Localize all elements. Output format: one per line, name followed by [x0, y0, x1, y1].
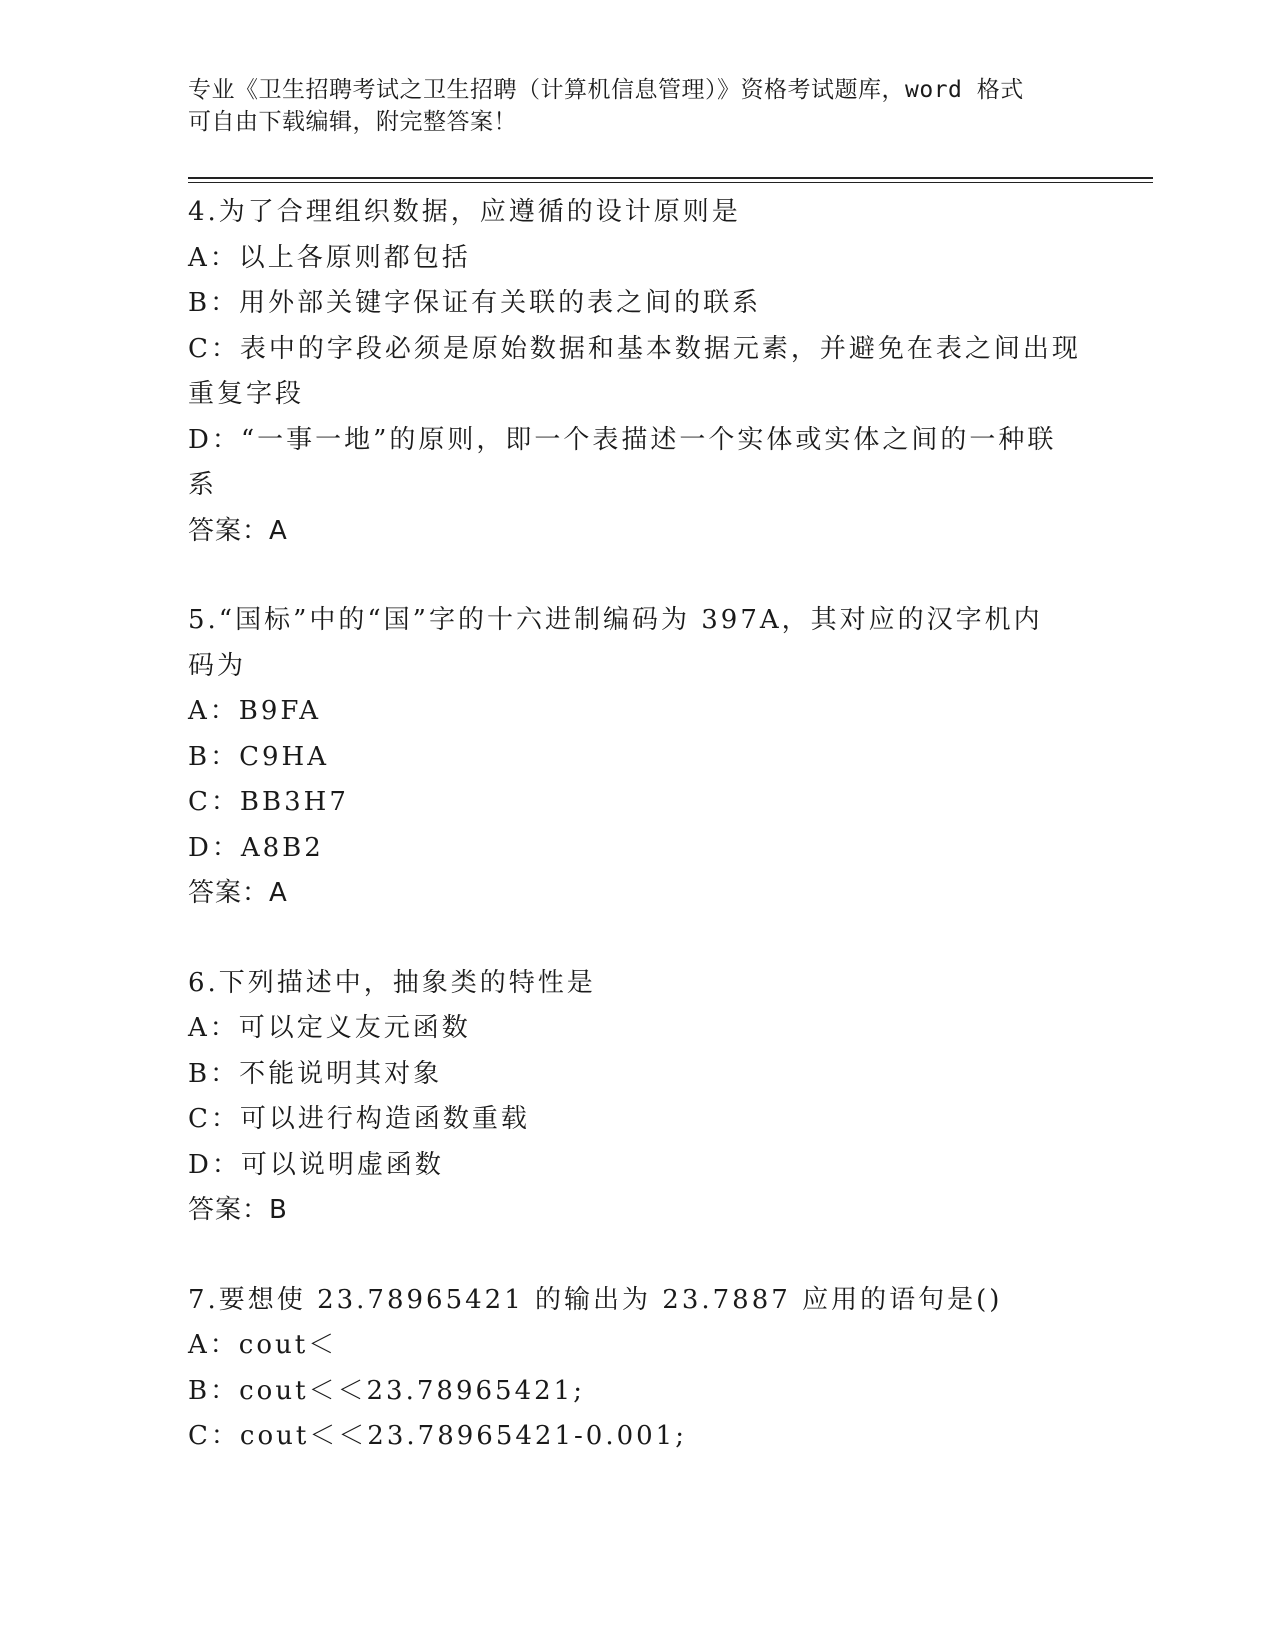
- question-block: [188, 961, 1088, 1278]
- document-header: [188, 74, 1068, 138]
- question-spacer: [188, 554, 1088, 598]
- option-line: B：不能说明其对象: [188, 1058, 443, 1089]
- answer-line: 答案：A: [188, 878, 288, 908]
- question-stem: 码为: [188, 650, 247, 681]
- question-spacer: [188, 1234, 1088, 1278]
- header-line-1: 专业《卫生招聘考试之卫生招聘（计算机信息管理）》资格考试题库，word 格式: [188, 77, 1024, 103]
- option-line: 系: [188, 470, 218, 500]
- header-divider-thick: [188, 177, 1153, 179]
- option-line: B：cout＜＜23.78965421;: [188, 1375, 585, 1406]
- option-line: D：A8B2: [188, 832, 324, 863]
- answer-line: 答案：A: [188, 515, 288, 546]
- option-line: A：B9FA: [188, 696, 321, 726]
- header-line-2: 可自由下载编辑，附完整答案！: [188, 109, 517, 135]
- option-line: C：可以进行构造函数重载: [188, 1104, 530, 1134]
- option-line: C：BB3H7: [188, 787, 349, 817]
- question-stem: 6.下列描述中，抽象类的特性是: [188, 967, 596, 998]
- question-list: [188, 190, 1088, 1460]
- option-line: D：“一事一地”的原则，即一个表描述一个实体或实体之间的一种联: [188, 424, 1057, 455]
- question-block: [188, 598, 1088, 961]
- option-line: B：C9HA: [188, 741, 329, 772]
- option-line: A：以上各原则都包括: [188, 242, 471, 273]
- question-spacer: [188, 917, 1088, 961]
- header-divider-thin: [188, 182, 1153, 183]
- option-line: B：用外部关键字保证有关联的表之间的联系: [188, 288, 762, 318]
- question-block: [188, 190, 1088, 598]
- question-stem: 7.要想使 23.78965421 的输出为 23.7887 应用的语句是(): [188, 1284, 1003, 1315]
- question-block: [188, 1278, 1088, 1460]
- question-stem: 4.为了合理组织数据，应遵循的设计原则是: [188, 197, 741, 227]
- option-line: A：可以定义友元函数: [188, 1013, 471, 1043]
- answer-line: 答案：B: [188, 1195, 288, 1225]
- option-line: D：可以说明虚函数: [188, 1149, 444, 1180]
- option-line: C：cout＜＜23.78965421-0.001;: [188, 1421, 687, 1451]
- option-line: C：表中的字段必须是原始数据和基本数据元素，并避免在表之间出现: [188, 333, 1081, 364]
- question-stem: 5.“国标”中的“国”字的十六进制编码为 397A，其对应的汉字机内: [188, 605, 1043, 635]
- option-line: 重复字段: [188, 379, 305, 409]
- option-line: A：cout＜: [188, 1330, 338, 1360]
